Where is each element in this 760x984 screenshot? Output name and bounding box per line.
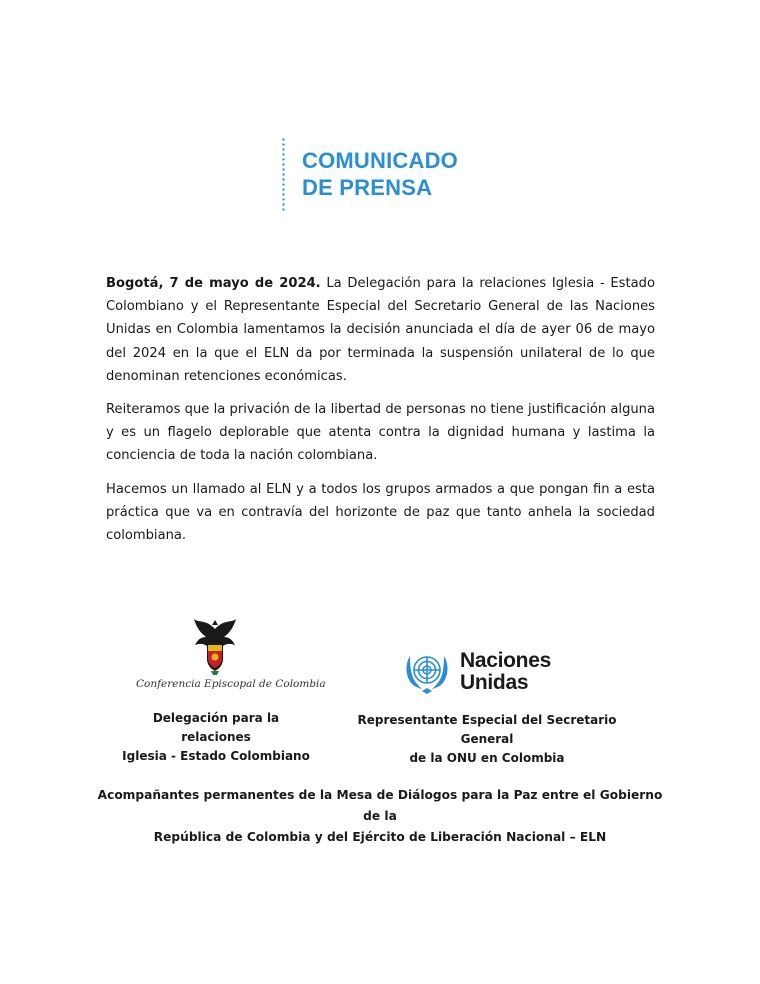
un-caption-line-1: Representante Especial del Secretario General (357, 713, 617, 746)
un-wordmark-line-1: Naciones (460, 649, 551, 672)
cec-caption-line-2: Iglesia - Estado Colombiano (122, 749, 310, 763)
un-caption-line-2: de la ONU en Colombia (409, 751, 565, 765)
paragraph-2: Reiteramos que la privación de la libertad de personas no tiene justificación alguna y es un flagelo deplorable que atenta contra la dignidad humana y lastima la conciencia de toda la nación colombiana. (106, 402, 655, 464)
dateline: Bogotá, 7 de mayo de 2024. (106, 276, 321, 291)
cec-caption-line-1: Delegación para la relaciones (152, 711, 280, 744)
cec-caption (118, 709, 314, 766)
page-title (302, 147, 458, 201)
footer-line-1: Acompañantes permanentes de la Mesa de Diálogos para la Paz entre el Gobierno de la (97, 788, 663, 823)
paragraph-1 (106, 272, 655, 388)
footer-note (96, 785, 664, 848)
crest-icon (192, 615, 238, 675)
statement-body (106, 272, 655, 557)
cec-logo (136, 615, 326, 697)
footer-line-2: República de Colombia y del Ejército de Liberación Nacional – ELN (153, 830, 607, 844)
paragraph-3: Hacemos un llamado al ELN y a todos los grupos armados a que pongan fin a esta práctica que va en contravía del horizonte de paz que tanto anhela la sociedad colombiana. (106, 481, 655, 544)
un-emblem-icon (400, 648, 454, 696)
un-wordmark-line-2: Unidas (460, 671, 529, 694)
paragraph-1-text: La Delegación para la relaciones Iglesia - Estado Colombiano y el Representante Especial del Secretario General de las Naciones Unidas en Colombia lamentamos la decisión anunciada el día de ayer 06 de mayo del 2024 en la que el ELN da por terminada la suspensión unilateral de lo que denominan retenciones económicas. (106, 276, 655, 384)
title-line-1: COMUNICADO (302, 148, 458, 173)
title-line-2: DE PRENSA (302, 175, 433, 200)
cec-script-text: Conferencia Episcopal de Colombia (136, 678, 326, 690)
un-caption (348, 711, 626, 768)
un-logo (400, 648, 570, 696)
dotted-divider (282, 137, 285, 211)
